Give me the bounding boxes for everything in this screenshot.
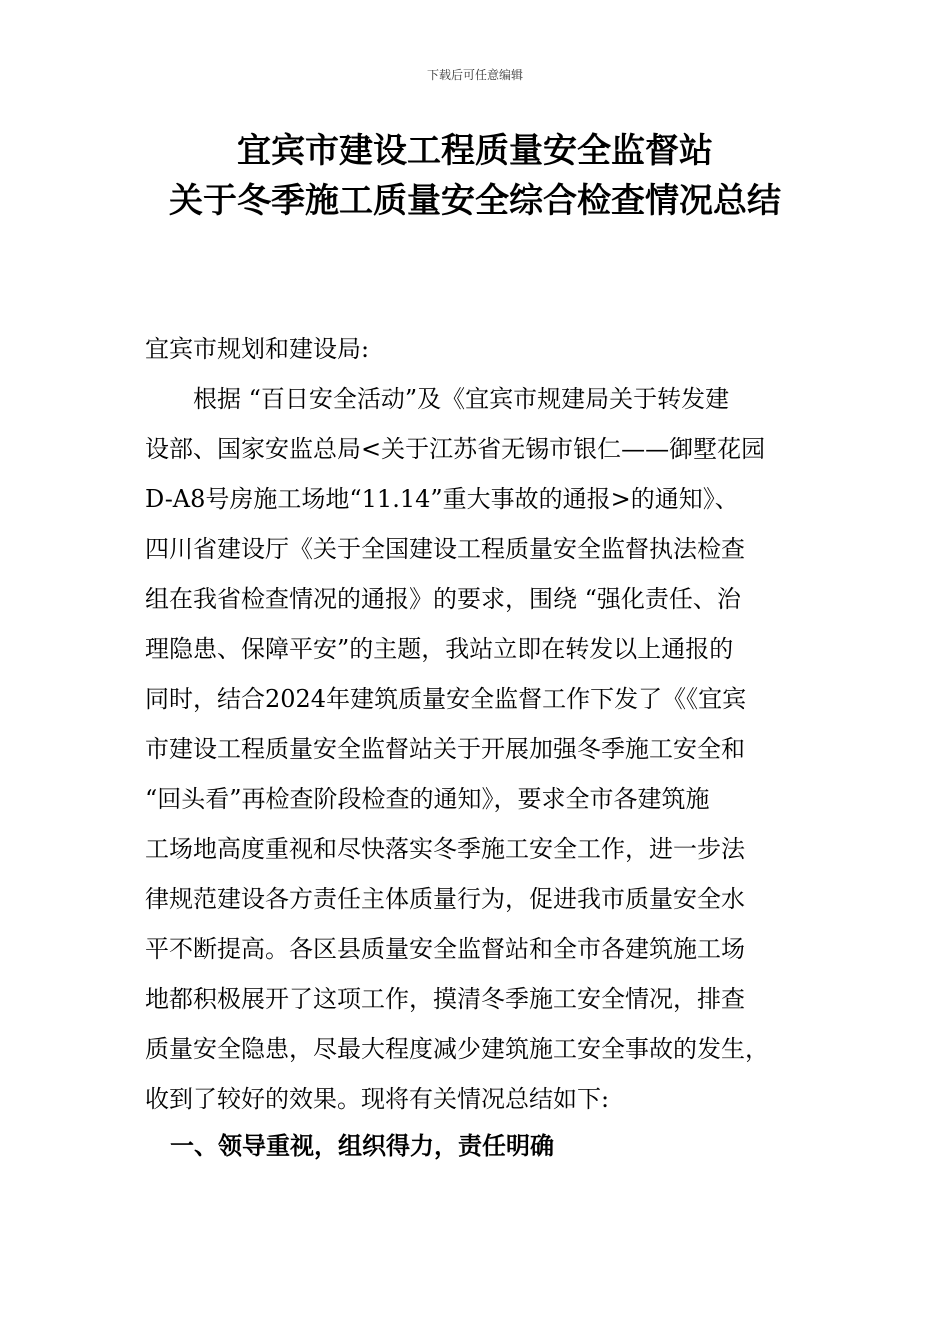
salutation: 宜宾市规划和建设局: xyxy=(145,335,370,363)
body-line: 四川省建设厅《关于全国建设工程质量安全监督执法检查 xyxy=(145,535,745,563)
body-line: 同时，结合2024年建筑质量安全监督工作下发了《《宜宾 xyxy=(145,685,747,713)
body-line: 工场地高度重视和尽快落实冬季施工安全工作，进一步法 xyxy=(145,835,745,863)
document-title-line-1: 宜宾市建设工程质量安全监督站 xyxy=(237,131,713,171)
body-line: “回头看”再检查阶段检查的通知》，要求全市各建筑施 xyxy=(145,785,710,813)
body-line: 设部、国家安监总局<关于江苏省无锡市银仁——御墅花园 xyxy=(145,435,766,463)
body-line: 根据 “百日安全活动”及《宜宾市规建局关于转发建 xyxy=(145,385,730,413)
section-heading: 一、领导重视，组织得力，责任明确 xyxy=(170,1132,554,1160)
body-line: 市建设工程质量安全监督站关于开展加强冬季施工安全和 xyxy=(145,735,745,763)
body-line: 地都积极展开了这项工作，摸清冬季施工安全情况，排查 xyxy=(145,985,745,1013)
body-line: 质量安全隐患，尽最大程度减少建筑施工安全事故的发生， xyxy=(145,1035,769,1063)
body-line: D-A8号房施工场地“11.14”重大事故的通报>的通知》、 xyxy=(145,485,739,513)
body-line: 收到了较好的效果。现将有关情况总结如下: xyxy=(145,1085,610,1113)
body-line: 理隐患、保障平安”的主题，我站立即在转发以上通报的 xyxy=(145,635,734,663)
document-title-line-2: 关于冬季施工质量安全综合检查情况总结 xyxy=(169,181,781,221)
body-line: 组在我省检查情况的通报》的要求，围绕 “强化责任、治 xyxy=(145,585,741,613)
body-line: 平不断提高。各区县质量安全监督站和全市各建筑施工场 xyxy=(145,935,745,963)
header-note: 下载后可任意编辑 xyxy=(426,68,523,82)
body-line: 律规范建设各方责任主体质量行为，促进我市质量安全水 xyxy=(145,885,745,913)
